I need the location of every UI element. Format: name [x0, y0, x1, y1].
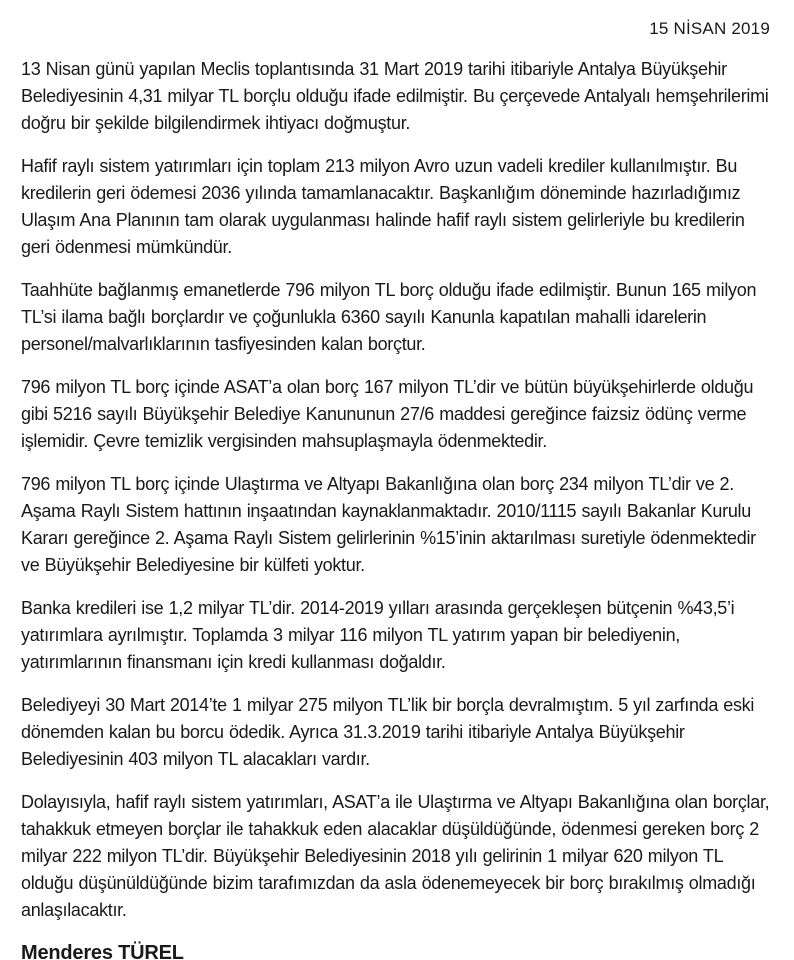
paragraph: Belediyeyi 30 Mart 2014’te 1 milyar 275 milyon TL’lik bir borçla devralmıştım. 5 yıl zarfında eski dönemden kalan bu borcu ödedik. Ayrıca 31.3.2019 tarihi itibariyle Antalya Büyükşehir Belediyesinin 403 milyon TL alacakları vardır. — [21, 695, 755, 769]
document-body — [21, 56, 770, 924]
paragraph: 13 Nisan günü yapılan Meclis toplantısında 31 Mart 2019 tarihi itibariyle Antalya Büyükşehir Belediyesinin 4,31 milyar TL borçlu olduğu ifade edilmiştir. Bu çerçevede Antalyalı hemşehrilerimi doğru bir şekilde bilgilendirmek ihtiyacı doğmuştur. — [21, 59, 769, 133]
document-date: 15 NİSAN 2019 — [649, 19, 770, 38]
paragraph: Dolayısıyla, hafif raylı sistem yatırımları, ASAT’a ile Ulaştırma ve Altyapı Bakanlığına olan borçlar, tahakkuk etmeyen borçlar ile tahakkuk eden alacaklar düşüldüğünde, ödenmesi gereken borç 2 milyar 222 milyon TL’dir. Büyükşehir Belediyesinin 2018 yılı gelirinin 1 milyar 620 milyon TL olduğu düşünüldüğünde bizim tarafımızdan da asla ödenemeyecek bir borç bırakılmış olmadığı anlaşılacaktır. — [21, 792, 770, 920]
paragraph: 796 milyon TL borç içinde ASAT’a olan borç 167 milyon TL’dir ve bütün büyükşehirlerde olduğu gibi 5216 sayılı Büyükşehir Belediye Kanununun 27/6 maddesi gereğince faizsiz ödünç verme işlemidir. Çevre temizlik vergisinden mahsuplaşmayla ödenmektedir. — [21, 377, 754, 451]
signature-name: Menderes TÜREL — [21, 942, 184, 960]
paragraph: Banka kredileri ise 1,2 milyar TL’dir. 2014-2019 yılları arasında gerçekleşen bütçenin %43,5’i yatırımlara ayrılmıştır. Toplamda 3 milyar 116 milyon TL yatırım yapan bir belediyenin, yatırımlarının finansmanı için kredi kullanması doğaldır. — [21, 598, 735, 672]
paragraph: Taahhüte bağlanmış emanetlerde 796 milyon TL borç olduğu ifade edilmiştir. Bunun 165 milyon TL’si ilama bağlı borçlardır ve çoğunlukla 6360 sayılı Kanunla kapatılan mahalli idarelerin personel/malvarlıklarının tasfiyesinden kalan borçtur. — [21, 280, 757, 354]
paragraph: 796 milyon TL borç içinde Ulaştırma ve Altyapı Bakanlığına olan borç 234 milyon TL’dir ve 2. Aşama Raylı Sistem hattının inşaatından kaynaklanmaktadır. 2010/1115 sayılı Bakanlar Kurulu Kararı gereğince 2. Aşama Raylı Sistem gelirlerinin %15’inin aktarılması suretiyle ödenmektedir ve Büyükşehir Belediyesine bir külfeti yoktur. — [21, 474, 756, 575]
paragraph: Hafif raylı sistem yatırımları için toplam 213 milyon Avro uzun vadeli krediler kullanılmıştır. Bu kredilerin geri ödemesi 2036 yılında tamamlanacaktır. Başkanlığım döneminde hazırladığımız Ulaşım Ana Planının tam olarak uygulanması halinde hafif raylı sistem gelirleriyle bu kredilerin geri ödenmesi mümkündür. — [21, 156, 745, 257]
